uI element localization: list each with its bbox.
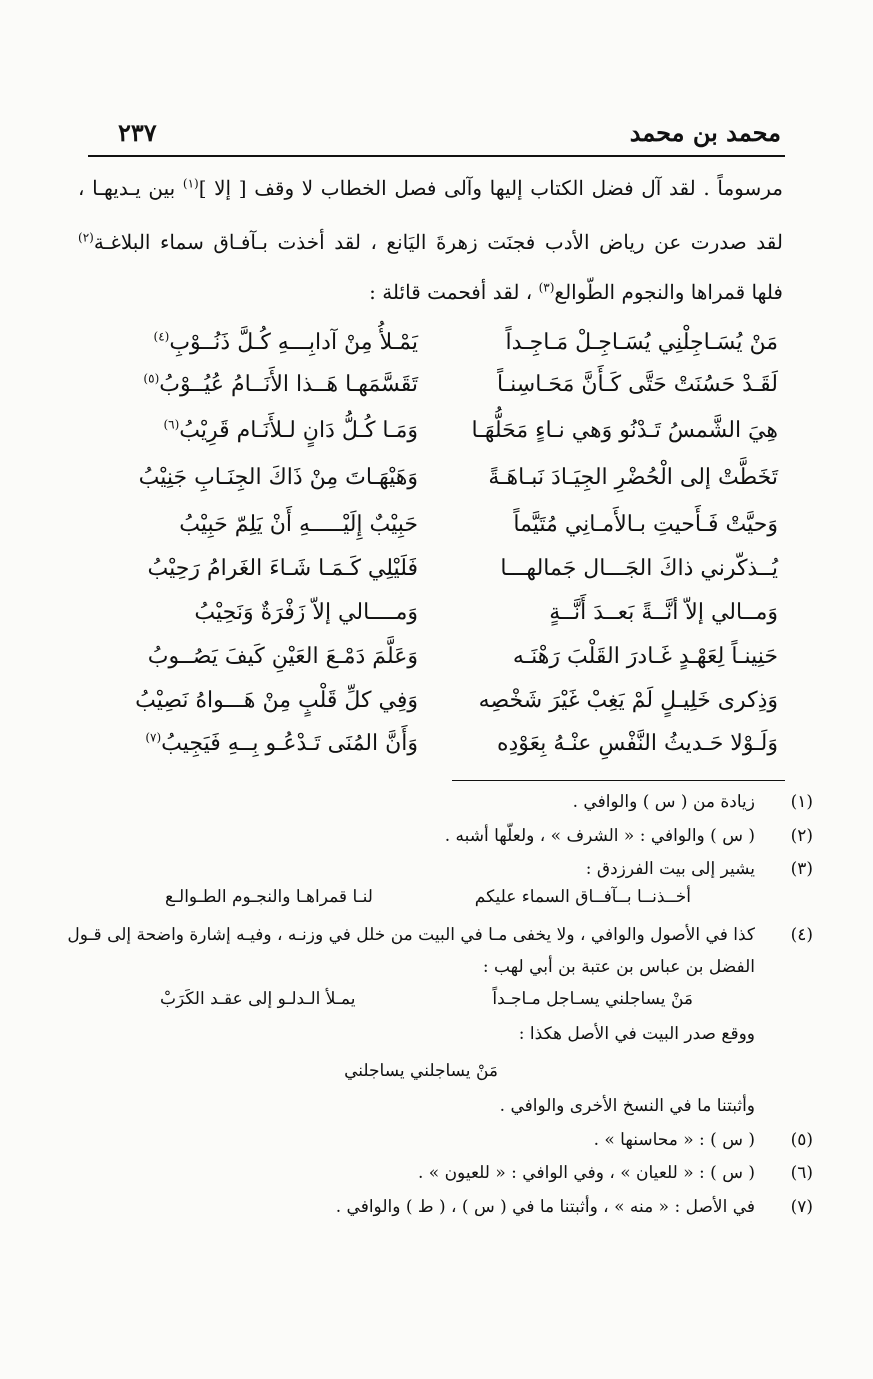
prose-line-2 xyxy=(78,226,783,258)
verse-hemistich-left: وَعَلَّمَ دَمْـعَ العَيْنِ كَيفَ يَصُــوبُ xyxy=(147,644,418,669)
footnote-text: ووقع صدر البيت في الأصل هكذا : xyxy=(518,1024,755,1044)
footnote-ref: (٧) xyxy=(145,730,162,745)
verse-hemistich-left: حَبِيْبٌ إِلَيْـــــهِ أَنْ يَلِمّ حَبِيْبُ xyxy=(179,512,418,537)
footnote-number: (٧) xyxy=(790,1197,813,1217)
footnote-quote: مَنْ يساجلني يساجلني xyxy=(344,1061,498,1081)
verse-hemistich-left: وَفِي كلِّ قَلْبٍ مِنْ هَـــواهُ نَصِيْبُ xyxy=(135,688,418,713)
footnote-ref: (٢) xyxy=(78,230,94,245)
verse-hemistich-left xyxy=(88,372,418,397)
verse-hemistich-left: وَمــــالي إلاّ زَفْرَةٌ وَنَحِيْبُ xyxy=(194,600,418,625)
verse-text: وَأَنَّ المُنَى تَـدْعُـو بِــهِ فَيَجِيبُ xyxy=(161,731,418,756)
page-number: ٢٣٧ xyxy=(118,118,157,147)
prose-text: ، لقد أفحمت قائلة : xyxy=(369,280,539,304)
footnote-ref: (٦) xyxy=(163,417,180,432)
verse-hemistich-right: وَذِكرى خَلِيـلٍ لَمْ يَغِبْ غَيْرَ شَخْصِه xyxy=(478,688,778,713)
verse-hemistich-right: وَمــالي إلاّ أنَّــةً بَعــدَ أَنَّــةٍ xyxy=(549,600,778,625)
verse-text: وَمَـا كُـلُّ دَانٍ لـلأَنَـام قَرِيْبُ xyxy=(179,418,418,443)
verse-hemistich-left xyxy=(88,731,418,756)
footnote-text: كذا في الأصول والوافي ، ولا يخفى مـا في البيت من خلل في وزنـه ، وفيـه إشارة واضحة إلى قـول xyxy=(67,925,755,945)
prose-line-1 xyxy=(78,172,783,204)
footnote-number: (٣) xyxy=(790,859,813,879)
footnote-verse-left: لنـا قمراهـا والنجـوم الطـوالـع xyxy=(165,887,373,907)
footnote-text: الفضل بن عباس بن عتبة بن أبي لهب : xyxy=(482,957,755,977)
header-divider xyxy=(88,155,785,157)
footnote-ref: (٣) xyxy=(538,280,555,295)
verse-hemistich-right: وَحيَّتْ فَـأَحيتِ بـالأَمـانِي مُتَيَّماً xyxy=(513,512,778,537)
footnote-number: (١) xyxy=(790,792,813,812)
prose-line-3 xyxy=(78,276,783,308)
footnote-text: وأثبتنا ما في النسخ الأخرى والوافي . xyxy=(499,1096,755,1116)
footnote-text: في الأصل : « منه » ، وأثبتنا ما في ( س ) ، ( ط ) والوافي . xyxy=(335,1197,755,1217)
footnote-text: ( س ) : « محاسنها » . xyxy=(593,1130,755,1150)
footnote-ref: (٥) xyxy=(143,371,160,386)
footnote-number: (٦) xyxy=(790,1163,813,1183)
verse-hemistich-left: وَهَيْهَـاتَ مِنْ ذَاكَ الجِنَـابِ جَنِيْبُ xyxy=(138,465,418,490)
running-head-author: محمد بن محمد xyxy=(629,118,781,147)
verse-text: تَقَسَّمَهـا هَــذا الأَنَــامُ عُيُــوْبُ xyxy=(159,372,418,397)
footnote-number: (٤) xyxy=(790,925,813,945)
verse-hemistich-right: حَنِينـاً لِعَهْـدٍ غَـادرَ القَلْبَ رَهْنَـه xyxy=(512,644,778,669)
verse-hemistich-left: فَلَيْلِي كَـمَـا شَـاءَ الغَرامُ رَحِيْبُ xyxy=(147,556,418,581)
verse-hemistich-right: تَخَطَّتْ إلى الْحُضْرِ الجِيَـادَ نَبـاهَـةً xyxy=(488,465,778,490)
verse-hemistich-right: مَنْ يُسَـاجِلْنِي يُسَـاجِـلْ مَـاجِـداً xyxy=(505,330,778,355)
footnote-text: يشير إلى بيت الفرزدق : xyxy=(585,859,755,879)
footnote-verse-left: يمـلأ الـدلـو إلى عقـد الكَرَبْ xyxy=(160,989,356,1009)
prose-text: بين يـديهـا ، xyxy=(78,176,183,200)
verse-hemistich-left xyxy=(88,330,418,355)
prose-text: مرسوماً . لقد آل فضل الكتاب إليها وآلى فصل الخطاب لا وقف [ إلا ] xyxy=(198,176,783,200)
verse-hemistich-right: لَقَـدْ حَسُنَتْ حَتَّى كَـأَنَّ مَحَـاسِنـاً xyxy=(497,372,778,397)
verse-hemistich-right: يُــذكّرني ذاكَ الجَـــال جَمالهـــا xyxy=(500,556,778,581)
footnote-text: زيادة من ( س ) والوافي . xyxy=(572,792,755,812)
verse-hemistich-right: وَلَـوْلا حَـديثُ النَّفْسِ عنْـهُ بِعَوْدِه xyxy=(496,731,778,756)
footnote-ref: (٤) xyxy=(153,329,170,344)
prose-text: لقد صدرت عن رياض الأدب فجنَت زهرةَ اليَانع ، لقد أخذت بـآفـاق سماء البلاغـة xyxy=(93,230,783,254)
footnote-text: ( س ) : « للعيان » ، وفي الوافي : « للعيون » . xyxy=(417,1163,755,1183)
footnote-text: ( س ) والوافي : « الشرف » ، ولعلّها أشبه . xyxy=(444,826,755,846)
verse-text: يَمْـلأُ مِنْ آدابِـــهِ كُـلَّ ذَنُــوْبِ xyxy=(169,330,418,355)
verse-hemistich-left xyxy=(88,418,418,443)
footnote-number: (٥) xyxy=(790,1130,813,1150)
footnote-verse-right: مَنْ يساجلني يسـاجل مـاجـداً xyxy=(492,989,693,1009)
verse-hemistich-right: هِيَ الشَّمسُ تَـدْنُو وَهي نـاءٍ مَحَلُّهَـا xyxy=(471,418,778,443)
footnote-ref: (١) xyxy=(182,176,199,191)
footnote-verse-right: أخــذنــا بــآفــاق السماء عليكم xyxy=(474,887,691,907)
footnote-divider xyxy=(452,780,785,781)
footnote-number: (٢) xyxy=(790,826,813,846)
prose-text: فلها قمراها والنجوم الطّوالع xyxy=(554,280,783,304)
